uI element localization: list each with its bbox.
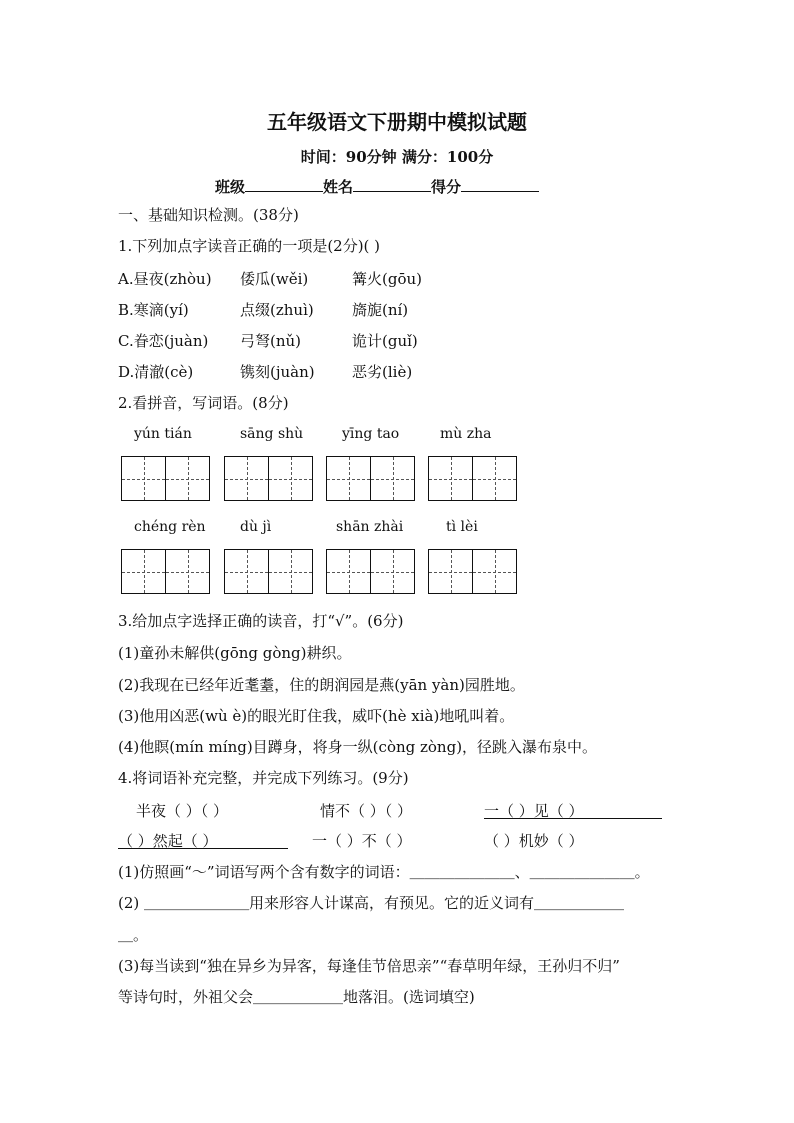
pinyin-du-ji: dù jì [240, 519, 272, 535]
q1-stem: 1.下列加点字读音正确的一项是(2分)( ) [118, 237, 381, 255]
idiom-6[interactable]: （ ）机妙（ ） [484, 832, 584, 850]
q3-item-2: (2)我现在已经年近耄耋，住的朗润园是燕(yān yàn)园胜地。 [118, 676, 525, 694]
q4-sub-3-continued: 等诗句时，外祖父会＿＿＿＿＿＿地落泪。(选词填空) [118, 988, 475, 1006]
idiom-2[interactable]: 情不（ ）（ ） [320, 802, 413, 820]
grid-cell[interactable] [472, 549, 517, 594]
score-blank[interactable] [461, 177, 539, 192]
q1-option-a-3: 篝火(gōu) [352, 270, 422, 288]
idiom-3-underline [484, 818, 662, 819]
q4-stem: 4.将词语补充完整，并完成下列练习。(9分) [118, 769, 409, 787]
student-info-line [215, 176, 539, 197]
name-label: 姓名 [323, 178, 354, 196]
grid-cell[interactable] [428, 549, 473, 594]
q3-stem: 3.给加点字选择正确的读音，打“√”。(6分) [118, 612, 404, 630]
q1-option-a-2: 倭瓜(wěi) [240, 270, 309, 288]
exam-title: 五年级语文下册期中模拟试题 [267, 110, 527, 134]
q1-option-b-2: 点缀(zhuì) [240, 301, 314, 319]
idiom-1[interactable]: 半夜（ ）（ ） [136, 802, 229, 820]
q1-option-b-3: 旖旎(ní) [352, 301, 409, 319]
pinyin-ying-tao: yīng tao [342, 426, 400, 442]
q1-option-d-1: D.清澈(cè) [118, 363, 194, 381]
grid-cell[interactable] [268, 456, 313, 501]
grid-cell[interactable] [472, 456, 517, 501]
q4-sub-1: (1)仿照画“～”词语写两个含有数字的词语：＿＿＿＿＿＿＿、＿＿＿＿＿＿＿。 [118, 863, 650, 881]
writing-grid-4[interactable] [428, 456, 517, 501]
class-label: 班级 [215, 178, 246, 196]
grid-cell[interactable] [370, 456, 415, 501]
grid-cell[interactable] [268, 549, 313, 594]
pinyin-sang-shu: sāng shù [240, 426, 304, 442]
idiom-4-underline [118, 848, 288, 849]
name-blank[interactable] [353, 177, 431, 192]
writing-grid-5[interactable] [121, 549, 210, 594]
writing-grid-6[interactable] [224, 549, 313, 594]
grid-cell[interactable] [326, 456, 371, 501]
pinyin-yun-tian: yún tián [134, 426, 192, 442]
grid-cell[interactable] [326, 549, 371, 594]
q4-sub-2: (2) ＿＿＿＿＿＿＿用来形容人计谋高，有预见。它的近义词有＿＿＿＿＿＿ [118, 894, 625, 912]
grid-cell[interactable] [165, 549, 210, 594]
writing-grid-2[interactable] [224, 456, 313, 501]
q1-option-c-3: 诡计(guǐ) [352, 332, 418, 350]
q1-option-a-1: A.昼夜(zhòu) [118, 270, 212, 288]
idiom-5[interactable]: 一（ ）不（ ） [312, 832, 412, 850]
section1-heading: 一、基础知识检测。(38分) [118, 206, 299, 224]
pinyin-ti-lei: tì lèi [446, 519, 478, 535]
writing-grid-1[interactable] [121, 456, 210, 501]
grid-cell[interactable] [428, 456, 473, 501]
grid-cell[interactable] [224, 549, 269, 594]
grid-cell[interactable] [224, 456, 269, 501]
q4-sub-2-continued: ＿。 [118, 926, 149, 944]
q3-item-3: (3)他用凶恶(wù è)的眼光盯住我，威吓(hè xià)地吼叫着。 [118, 707, 515, 725]
pinyin-mu-zha: mù zha [440, 426, 492, 442]
grid-cell[interactable] [121, 456, 166, 501]
score-label: 得分 [431, 178, 462, 196]
q1-option-c-2: 弓弩(nǔ) [240, 332, 302, 350]
q3-item-4: (4)他瞑(mín míng)目蹲身，将身一纵(còng zòng)，径跳入瀑布泉中。 [118, 738, 598, 756]
grid-cell[interactable] [165, 456, 210, 501]
pinyin-shan-zhai: shān zhài [336, 519, 404, 535]
grid-cell[interactable] [121, 549, 166, 594]
writing-grid-3[interactable] [326, 456, 415, 501]
q1-option-d-3: 恶劣(liè) [352, 363, 413, 381]
q1-option-d-2: 镌刻(juàn) [240, 363, 315, 381]
exam-time-score: 时间：90分钟 满分：100分 [300, 148, 494, 166]
idiom-4[interactable]: （ ）然起（ ） [118, 832, 218, 850]
q4-sub-3: (3)每当读到“独在异乡为异客，每逢佳节倍思亲”“春草明年绿，王孙归不归” [118, 957, 620, 975]
idiom-3[interactable]: 一（ ）见（ ） [484, 802, 584, 820]
grid-cell[interactable] [370, 549, 415, 594]
writing-grid-7[interactable] [326, 549, 415, 594]
q1-option-c-1: C.眷恋(juàn) [118, 332, 209, 350]
q3-item-1: (1)童孙未解供(gōng gòng)耕织。 [118, 644, 352, 662]
q1-option-b-1: B.寒滴(yí) [118, 301, 189, 319]
q2-stem: 2.看拼音，写词语。(8分) [118, 394, 289, 412]
class-blank[interactable] [245, 177, 323, 192]
writing-grid-8[interactable] [428, 549, 517, 594]
pinyin-cheng-ren: chéng rèn [134, 519, 206, 535]
